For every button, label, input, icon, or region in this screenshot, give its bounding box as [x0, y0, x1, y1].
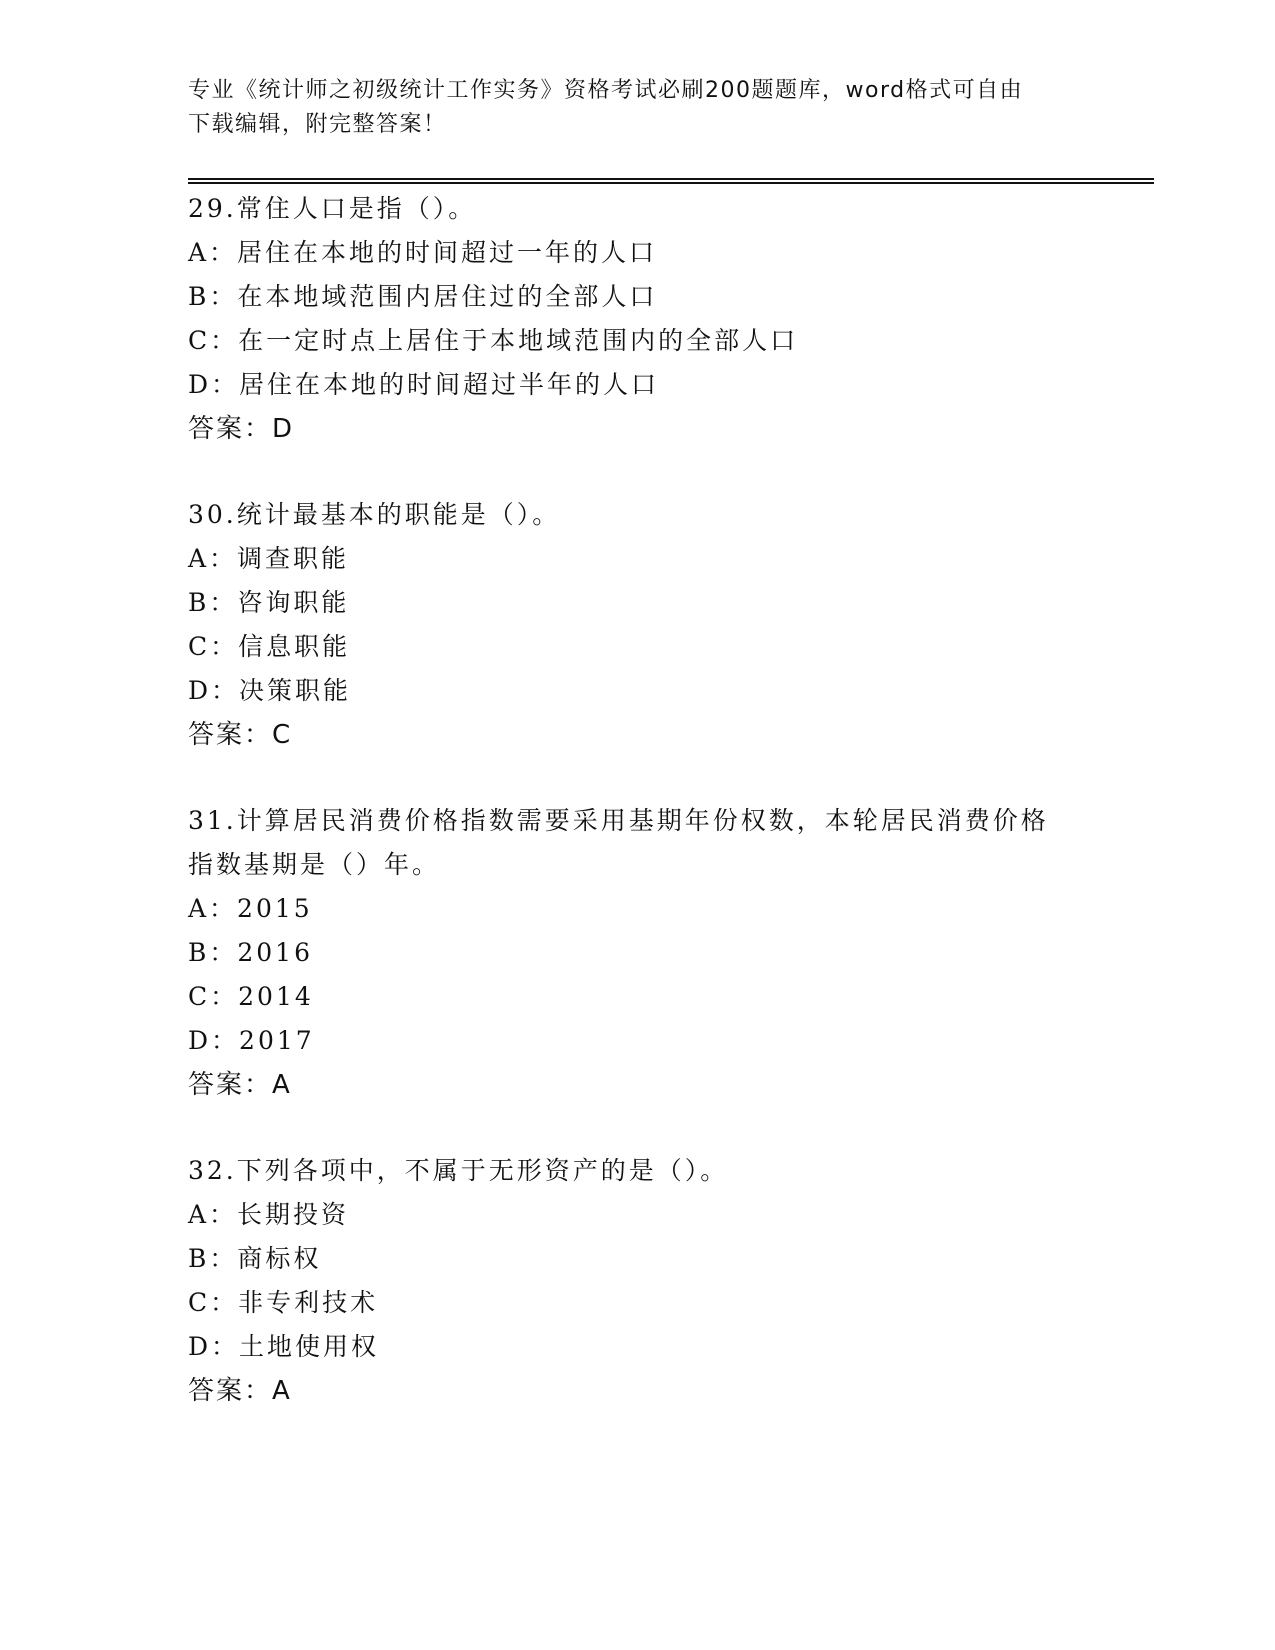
option-b: B：2016: [188, 938, 313, 967]
option-c: C：在一定时点上居住于本地域范围内的全部人口: [188, 326, 799, 355]
answer: 答案：A: [188, 1070, 292, 1100]
header-line-1: 专业《统计师之初级统计工作实务》资格考试必刷200题题库，word格式可自由: [188, 78, 1024, 103]
question-stem: 31.计算居民消费价格指数需要采用基期年份权数，本轮居民消费价格: [188, 806, 1049, 835]
option-c: C：信息职能: [188, 632, 351, 661]
answer: 答案：D: [188, 414, 295, 444]
option-c: C：2014: [188, 982, 314, 1011]
question-stem: 29.常住人口是指（）。: [188, 194, 477, 223]
option-d: D：决策职能: [188, 676, 352, 705]
option-a: A：长期投资: [188, 1200, 350, 1229]
option-a: A：2015: [188, 894, 313, 923]
option-c: C：非专利技术: [188, 1288, 379, 1317]
option-b: B：商标权: [188, 1244, 322, 1273]
option-d: D：居住在本地的时间超过半年的人口: [188, 370, 660, 399]
option-a: A：居住在本地的时间超过一年的人口: [188, 238, 658, 267]
question-stem-continued: 指数基期是（）年。: [188, 850, 441, 879]
option-b: B：在本地域范围内居住过的全部人口: [188, 282, 658, 311]
answer: 答案：C: [188, 720, 293, 750]
header-divider-bottom: [188, 182, 1154, 184]
option-d: D：土地使用权: [188, 1332, 380, 1361]
question-stem: 30.统计最基本的职能是（）。: [188, 500, 561, 529]
header-divider-top: [188, 178, 1154, 180]
header-line-2: 下载编辑，附完整答案！: [188, 112, 447, 137]
option-b: B：咨询职能: [188, 588, 350, 617]
answer: 答案：A: [188, 1376, 292, 1406]
document-header: [188, 74, 1078, 142]
option-a: A：调查职能: [188, 544, 350, 573]
question-stem: 32.下列各项中，不属于无形资产的是（）。: [188, 1156, 729, 1185]
option-d: D：2017: [188, 1026, 315, 1055]
